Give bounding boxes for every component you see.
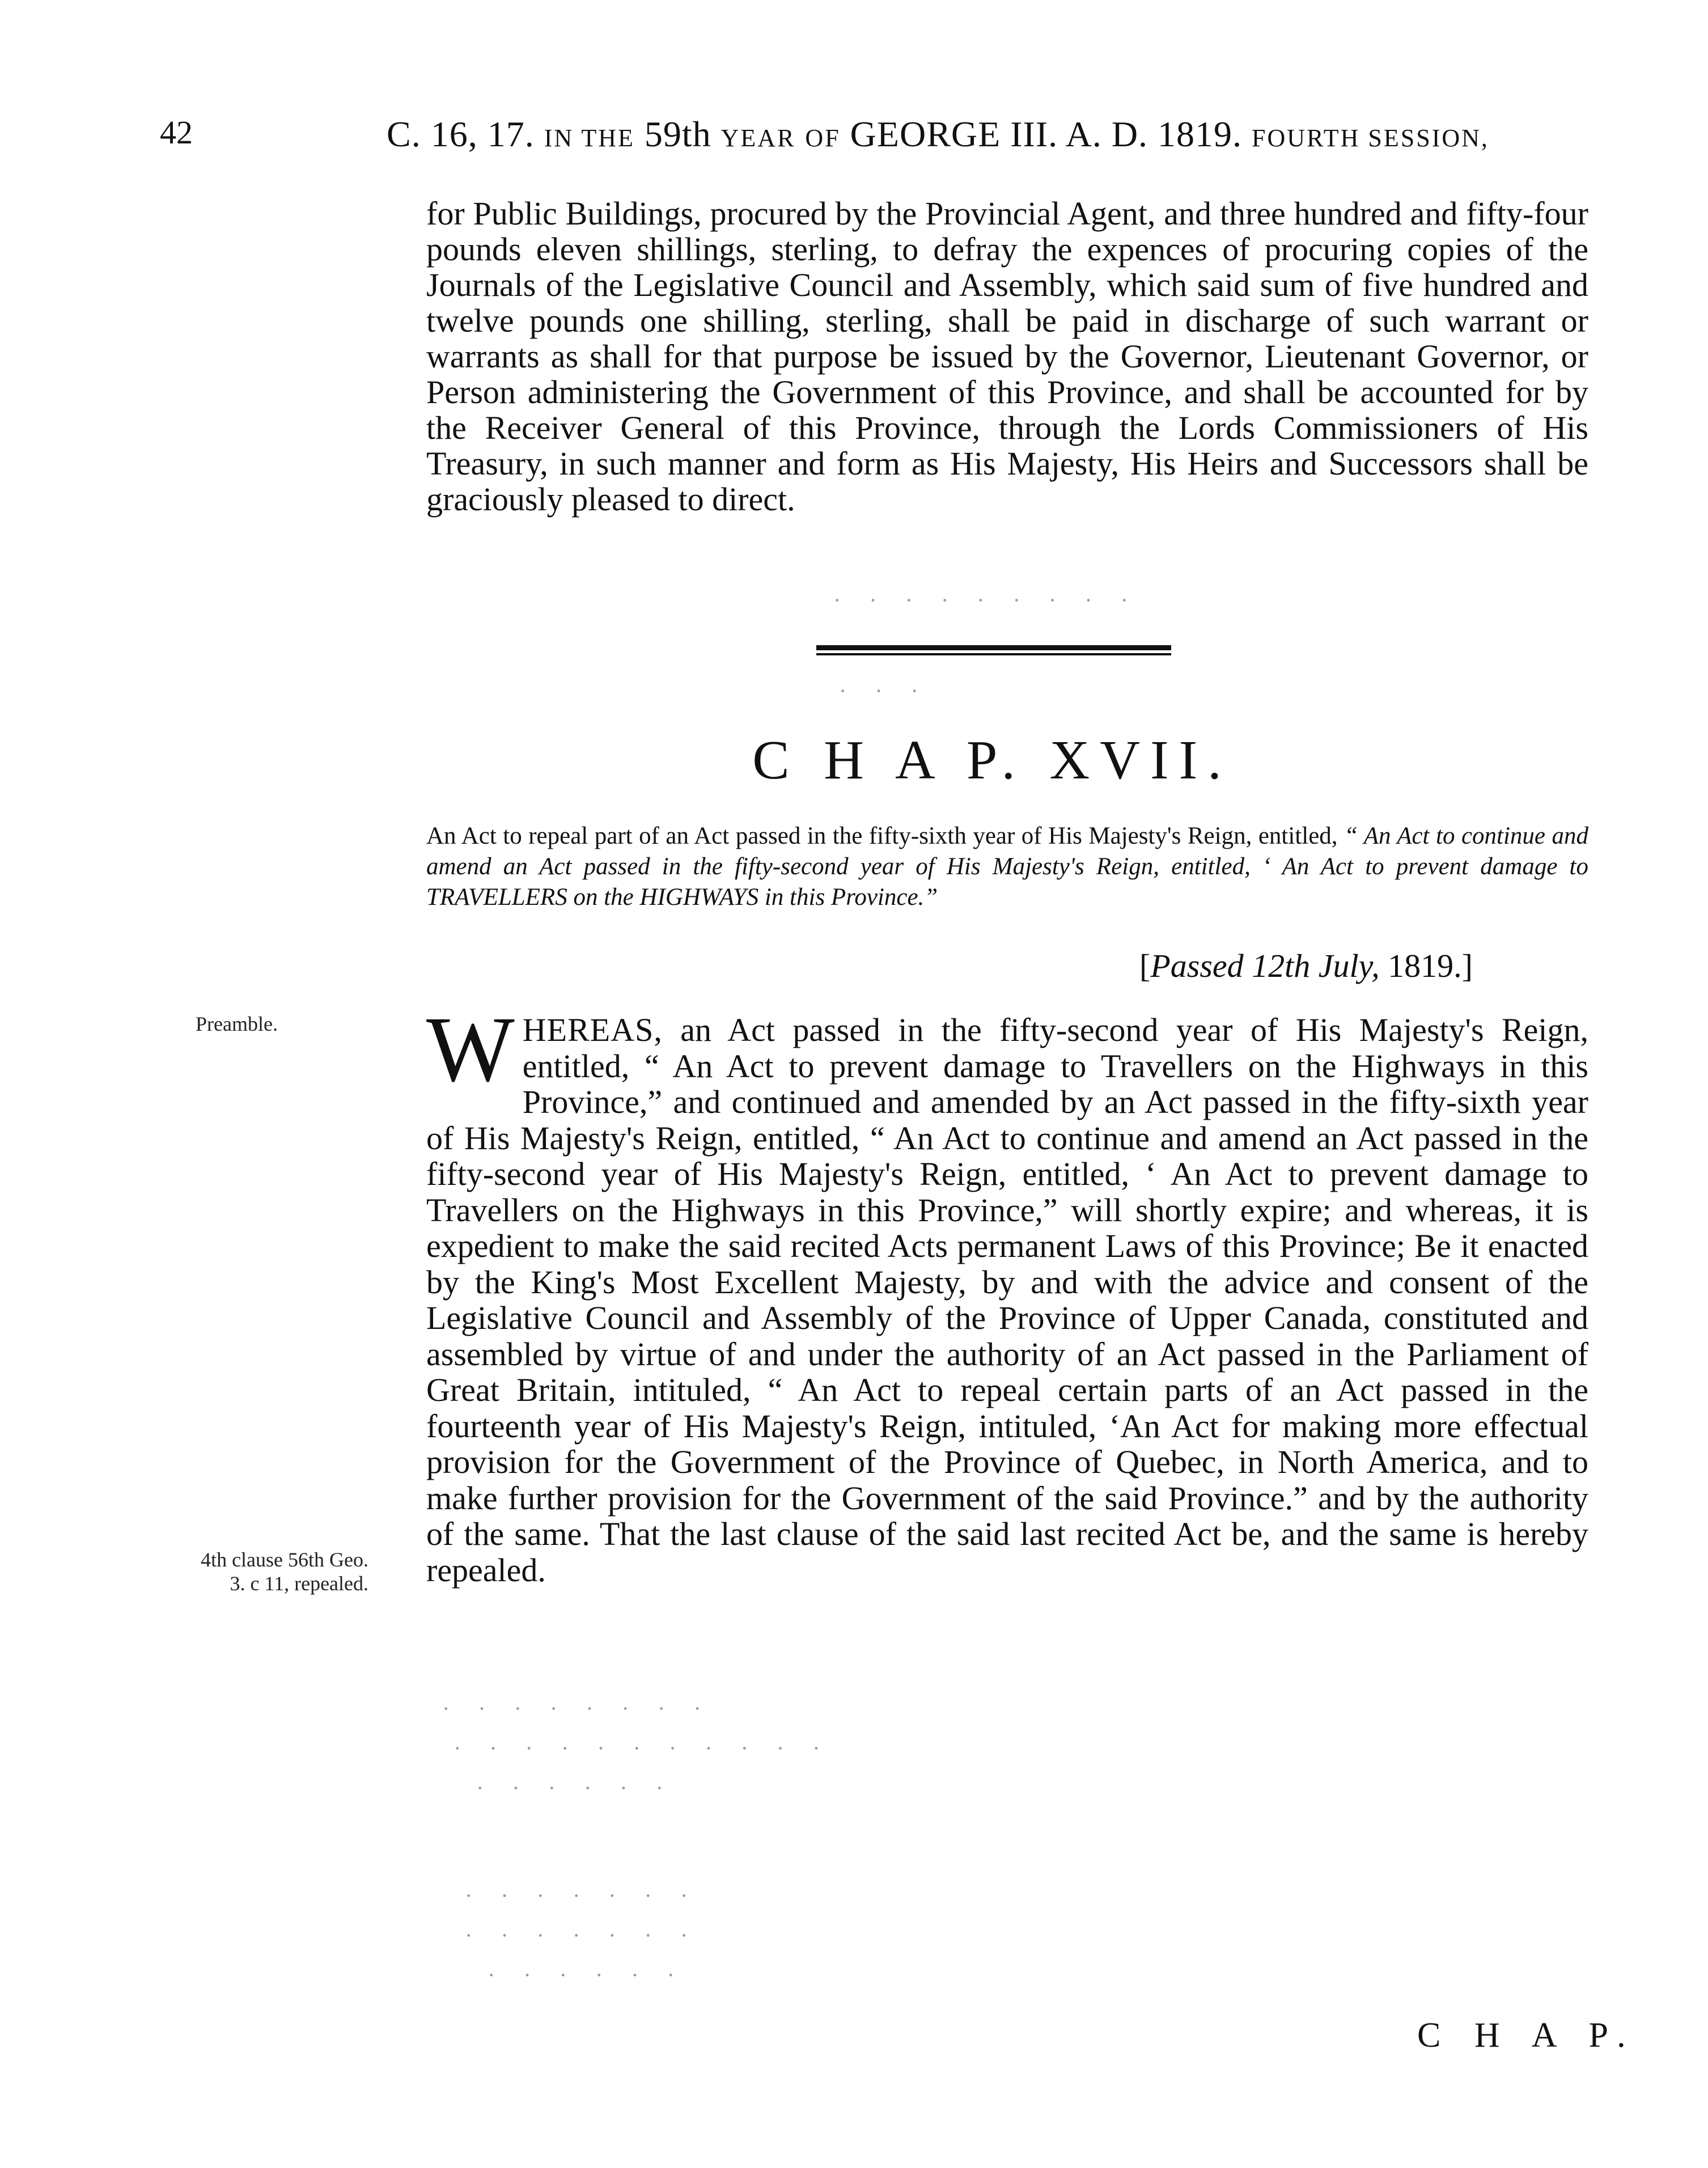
scan-noise: · · · · · · · · · (833, 587, 1139, 613)
scan-noise: · · · · · · · · · · · (454, 1735, 832, 1761)
act-title-italic: in this Province.” (764, 884, 938, 911)
scan-noise: · · · · · · · (465, 1923, 700, 1948)
catchword: C H A P. (1417, 2016, 1638, 2055)
scan-noise: · · · · · · · (465, 1883, 700, 1908)
opening-caps: HEREAS, (522, 1011, 663, 1048)
running-head-session: FOURTH SESSION, (1252, 124, 1489, 152)
margin-note-preamble: Preamble. (196, 1013, 278, 1035)
running-head-chapters: C. 16, 17. (387, 114, 535, 154)
scan-noise: · · · · · · (476, 1775, 675, 1801)
scan-noise: · · · · · · (488, 1962, 686, 1988)
act-title-caps: TRAVELLERS (426, 884, 567, 911)
passed-date (1139, 947, 1473, 985)
passed-bracket: [ (1139, 947, 1151, 984)
act-title-italic: on the (573, 884, 634, 911)
page-number: 42 (160, 114, 193, 151)
running-head-king: GEORGE III. A. D. 1819. (850, 114, 1243, 154)
running-head-of: OF (805, 124, 841, 152)
margin-note-repeal: 4th clause 56th Geo. 3. c 11, repealed. (201, 1548, 368, 1595)
main-body-text: an Act passed in the fifty-second year of His Majesty's Reign, entitled, “ An Act to prevent damage to Travellers on the Highways in this Province,” and continued and amended by an Act passed in the fifty-sixth year of His Majesty's Reign, entitled, “ An Act to continue and amend an Act passed in the fifty-second year of His Majesty's Reign, entitled, ‘ An Act to prevent damage to Travellers on the Highways in this Province,” will shortly expire; and whereas, it is expedient to make the said recited Acts permanent Laws of this Province; Be it enacted by the King's Most Excellent Majesty, by and with the advice and consent of the Legislative Council and Assembly of the Province of Upper Canada, constituted and assembled by virtue of and under the authority of an Act passed in the Parliament of Great Britain, intituled, “ An Act to repeal certain parts of an Act passed in the fourteenth year of His Majesty's Reign, intituled, ‘An Act for making more effectual provision for the Government of the Province of Quebec, in North America, and to make further provision for the Government of the said Province.” and by the authority of the same. That the last clause of the said last recited Act be, and the same is hereby repealed. (426, 1011, 1588, 1589)
chapter-heading: C H A P. XVII. (752, 730, 1232, 791)
continued-paragraph: for Public Buildings, procured by the Provincial Agent, and three hundred and fifty-four pounds eleven shillings, sterling, to defray the expences of procuring copies of the Journals of the Legislative Council and Assembly, which said sum of five hundred and twelve pounds one shilling, sterling, shall be paid in discharge of such warrant or warrants as shall for that purpose be issued by the Governor, Lieutenant Governor, or Person administering the Government of this Province, and shall be accounted for by the Receiver General of this Province, through the Lords Commissioners of His Treasury, in such manner and form as His Majesty, His Heirs and Successors shall be graciously pleased to direct. (426, 195, 1588, 518)
main-paragraph (426, 997, 1588, 1589)
act-title-roman: An Act to repeal part of an Act passed in the fifty-sixth year of His Majesty's Reign, entitled, (426, 823, 1338, 849)
running-head-year-word: YEAR (721, 124, 796, 152)
running-head (387, 113, 1583, 155)
act-title (426, 821, 1588, 913)
passed-year: 1819.] (1388, 947, 1473, 984)
drop-cap: W (426, 997, 515, 1101)
rule-thin (816, 653, 1171, 655)
section-divider (816, 645, 1171, 655)
rule-thick (816, 645, 1171, 650)
running-head-year: 59th (644, 114, 711, 154)
running-head-in-the: IN THE (544, 124, 635, 152)
act-title-italic: “ An Act to continue and amend an Act passed in the fifty-second year of His Majesty's Reign, entitled, ‘ An Act to prevent damage to (426, 823, 1589, 880)
act-title-caps: HIGHWAYS (639, 884, 759, 911)
passed-text: Passed 12th July, (1150, 947, 1380, 984)
scan-noise: · · · (839, 678, 930, 704)
scan-noise: · · · · · · · · (442, 1696, 713, 1721)
